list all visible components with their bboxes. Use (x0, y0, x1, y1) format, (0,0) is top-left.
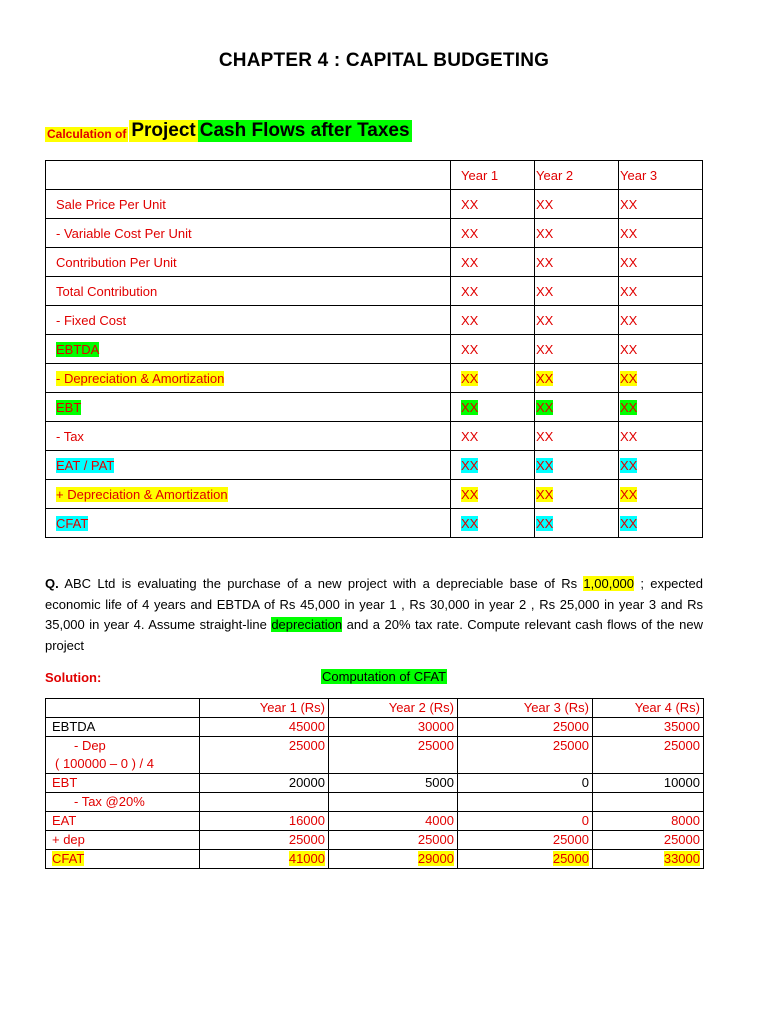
table-row (46, 831, 704, 850)
table-cell: XX (619, 190, 703, 219)
subtitle-prefix: Calculation of (47, 127, 127, 141)
table-cell: XX (619, 335, 703, 364)
row-label: - Variable Cost Per Unit (46, 219, 451, 248)
highlighted-label: - Depreciation & Amortization (56, 370, 225, 386)
row-label: Total Contribution (46, 277, 451, 306)
highlighted-value: 41000 (288, 851, 325, 866)
table-row (46, 737, 704, 774)
table-header-cell (46, 699, 200, 718)
table-header-cell (46, 161, 451, 190)
table-cell (451, 509, 535, 538)
table-cell: 16000 (200, 812, 329, 831)
highlighted-value: XX (536, 370, 554, 386)
table-cell (451, 451, 535, 480)
table-cell: 8000 (593, 812, 704, 831)
highlighted-value: XX (620, 457, 638, 473)
table-row (46, 451, 703, 480)
table-cell (619, 364, 703, 393)
row-label (46, 793, 200, 812)
highlighted-value: XX (461, 457, 479, 473)
table-row (46, 335, 703, 364)
table-cell: 25000 (458, 718, 593, 737)
table-cell (200, 850, 329, 869)
table-cell: XX (451, 248, 535, 277)
table-row (46, 393, 703, 422)
solution-label: Solution: (45, 670, 102, 685)
row-label (46, 364, 451, 393)
highlighted-label: EBT (56, 399, 82, 415)
table-cell (200, 793, 329, 812)
highlighted-label: CFAT (56, 515, 89, 531)
row-label (46, 737, 200, 774)
table-cell (535, 364, 619, 393)
table-cell (593, 850, 704, 869)
table-cell: 25000 (329, 831, 458, 850)
table-cell (458, 850, 593, 869)
table-cell: 4000 (329, 812, 458, 831)
table-cell: 20000 (200, 774, 329, 793)
row-label: + dep (46, 831, 200, 850)
table-cell: XX (451, 335, 535, 364)
table-header-row (46, 699, 704, 718)
highlighted-value: 25000 (552, 851, 589, 866)
highlighted-value: XX (620, 486, 638, 502)
dep-formula: ( 100000 – 0 ) / 4 (55, 756, 155, 771)
table-row (46, 793, 704, 812)
highlighted-value: 33000 (663, 851, 700, 866)
table-cell: 0 (458, 812, 593, 831)
table-cell: 25000 (200, 831, 329, 850)
highlighted-label: EAT / PAT (56, 457, 115, 473)
dep-label: - Dep (74, 738, 106, 753)
table-cell: 0 (458, 774, 593, 793)
table-cell: 45000 (200, 718, 329, 737)
row-label: EBTDA (46, 718, 200, 737)
table-cell: XX (619, 248, 703, 277)
table-cell (535, 509, 619, 538)
highlighted-value: XX (536, 486, 554, 502)
table-cell (593, 793, 704, 812)
row-label (46, 393, 451, 422)
table-cell (329, 793, 458, 812)
table-row (46, 364, 703, 393)
section-subtitle (45, 120, 412, 148)
table-cell (451, 480, 535, 509)
table-row (46, 774, 704, 793)
table-cell: XX (451, 277, 535, 306)
page-title: CHAPTER 4 : CAPITAL BUDGETING (218, 50, 550, 71)
table-header-cell: Year 1 (Rs) (200, 699, 329, 718)
tax-label: - Tax @20% (74, 794, 145, 809)
question-paragraph (45, 574, 703, 656)
highlighted-value: XX (461, 370, 479, 386)
table-row (46, 509, 703, 538)
row-label: - Fixed Cost (46, 306, 451, 335)
table-cell (619, 393, 703, 422)
row-label (46, 335, 451, 364)
table-row (46, 850, 704, 869)
table-header-cell: Year 3 (619, 161, 703, 190)
table-row (46, 248, 703, 277)
table-cell (619, 480, 703, 509)
table-cell: XX (451, 190, 535, 219)
row-label: Sale Price Per Unit (46, 190, 451, 219)
table-cell: XX (535, 422, 619, 451)
table-cell (535, 480, 619, 509)
highlighted-value: XX (461, 515, 479, 531)
table-cell: 30000 (329, 718, 458, 737)
highlighted-label: + Depreciation & Amortization (56, 486, 228, 502)
table-row (46, 812, 704, 831)
table-cell: XX (535, 277, 619, 306)
highlighted-label: EBTDA (56, 341, 100, 357)
table-row (46, 190, 703, 219)
subtitle-cash-flows: Cash Flows after Taxes (199, 120, 410, 141)
highlighted-value: XX (536, 457, 554, 473)
table-header-cell: Year 1 (451, 161, 535, 190)
cfat-computation-table (45, 698, 704, 869)
highlighted-word: depreciation (271, 617, 343, 632)
highlighted-value: 29000 (417, 851, 454, 866)
table-cell: XX (535, 248, 619, 277)
table-cell: 25000 (458, 737, 593, 774)
highlighted-value: XX (620, 515, 638, 531)
row-label: - Tax (46, 422, 451, 451)
table-cell: XX (451, 422, 535, 451)
highlighted-value: XX (620, 399, 638, 415)
highlighted-value: XX (461, 486, 479, 502)
table-cell (329, 850, 458, 869)
table-cell: XX (619, 219, 703, 248)
table-cell (619, 509, 703, 538)
row-label (46, 509, 451, 538)
table-cell (619, 451, 703, 480)
table-cell: 10000 (593, 774, 704, 793)
row-label (46, 850, 200, 869)
table-cell: XX (451, 219, 535, 248)
table-cell: XX (619, 422, 703, 451)
table-cell: 5000 (329, 774, 458, 793)
table-cell: XX (535, 190, 619, 219)
table-cell (535, 393, 619, 422)
depreciable-base: 1,00,000 (583, 576, 635, 591)
row-label (46, 480, 451, 509)
table-row (46, 306, 703, 335)
solution-heading: Computation of CFAT (322, 669, 447, 684)
row-label: EAT (46, 812, 200, 831)
row-label: EBT (46, 774, 200, 793)
table-cell: 25000 (593, 831, 704, 850)
table-row (46, 480, 703, 509)
table-cell (535, 451, 619, 480)
question-text: ; expected economic life of 4 years and EBTDA of Rs 45,000 in year 1 , Rs 30,000 in year 2 , Rs 25,000 in year 3 and Rs 35,000 in year 4. Assume straight-line (45, 576, 703, 632)
highlighted-value: XX (536, 515, 554, 531)
table-cell (451, 393, 535, 422)
table-cell: XX (535, 335, 619, 364)
cash-flow-format-table (45, 160, 703, 538)
table-header-cell: Year 2 (535, 161, 619, 190)
table-cell: XX (619, 306, 703, 335)
table-row (46, 219, 703, 248)
table-cell: 25000 (593, 737, 704, 774)
table-cell: 25000 (458, 831, 593, 850)
question-prefix: Q. (45, 576, 59, 591)
table-cell (451, 364, 535, 393)
question-text: and a 20% tax rate. Compute relevant cash flows of the new project (45, 617, 703, 653)
table-row (46, 718, 704, 737)
table-header-cell: Year 4 (Rs) (593, 699, 704, 718)
row-label: Contribution Per Unit (46, 248, 451, 277)
table-cell: 25000 (200, 737, 329, 774)
table-cell: XX (535, 306, 619, 335)
table-cell: XX (451, 306, 535, 335)
highlighted-value: XX (461, 399, 479, 415)
table-cell: XX (619, 277, 703, 306)
table-row (46, 422, 703, 451)
highlighted-value: XX (620, 370, 638, 386)
table-row (46, 277, 703, 306)
row-label (46, 451, 451, 480)
table-cell (458, 793, 593, 812)
table-header-row (46, 161, 703, 190)
table-cell: 35000 (593, 718, 704, 737)
table-cell: 25000 (329, 737, 458, 774)
question-text: ABC Ltd is evaluating the purchase of a new project with a depreciable base of Rs (64, 576, 578, 591)
highlighted-value: XX (536, 399, 554, 415)
highlighted-label: CFAT (52, 851, 85, 866)
table-header-cell: Year 2 (Rs) (329, 699, 458, 718)
subtitle-project: Project (131, 120, 196, 141)
table-header-cell: Year 3 (Rs) (458, 699, 593, 718)
table-cell: XX (535, 219, 619, 248)
